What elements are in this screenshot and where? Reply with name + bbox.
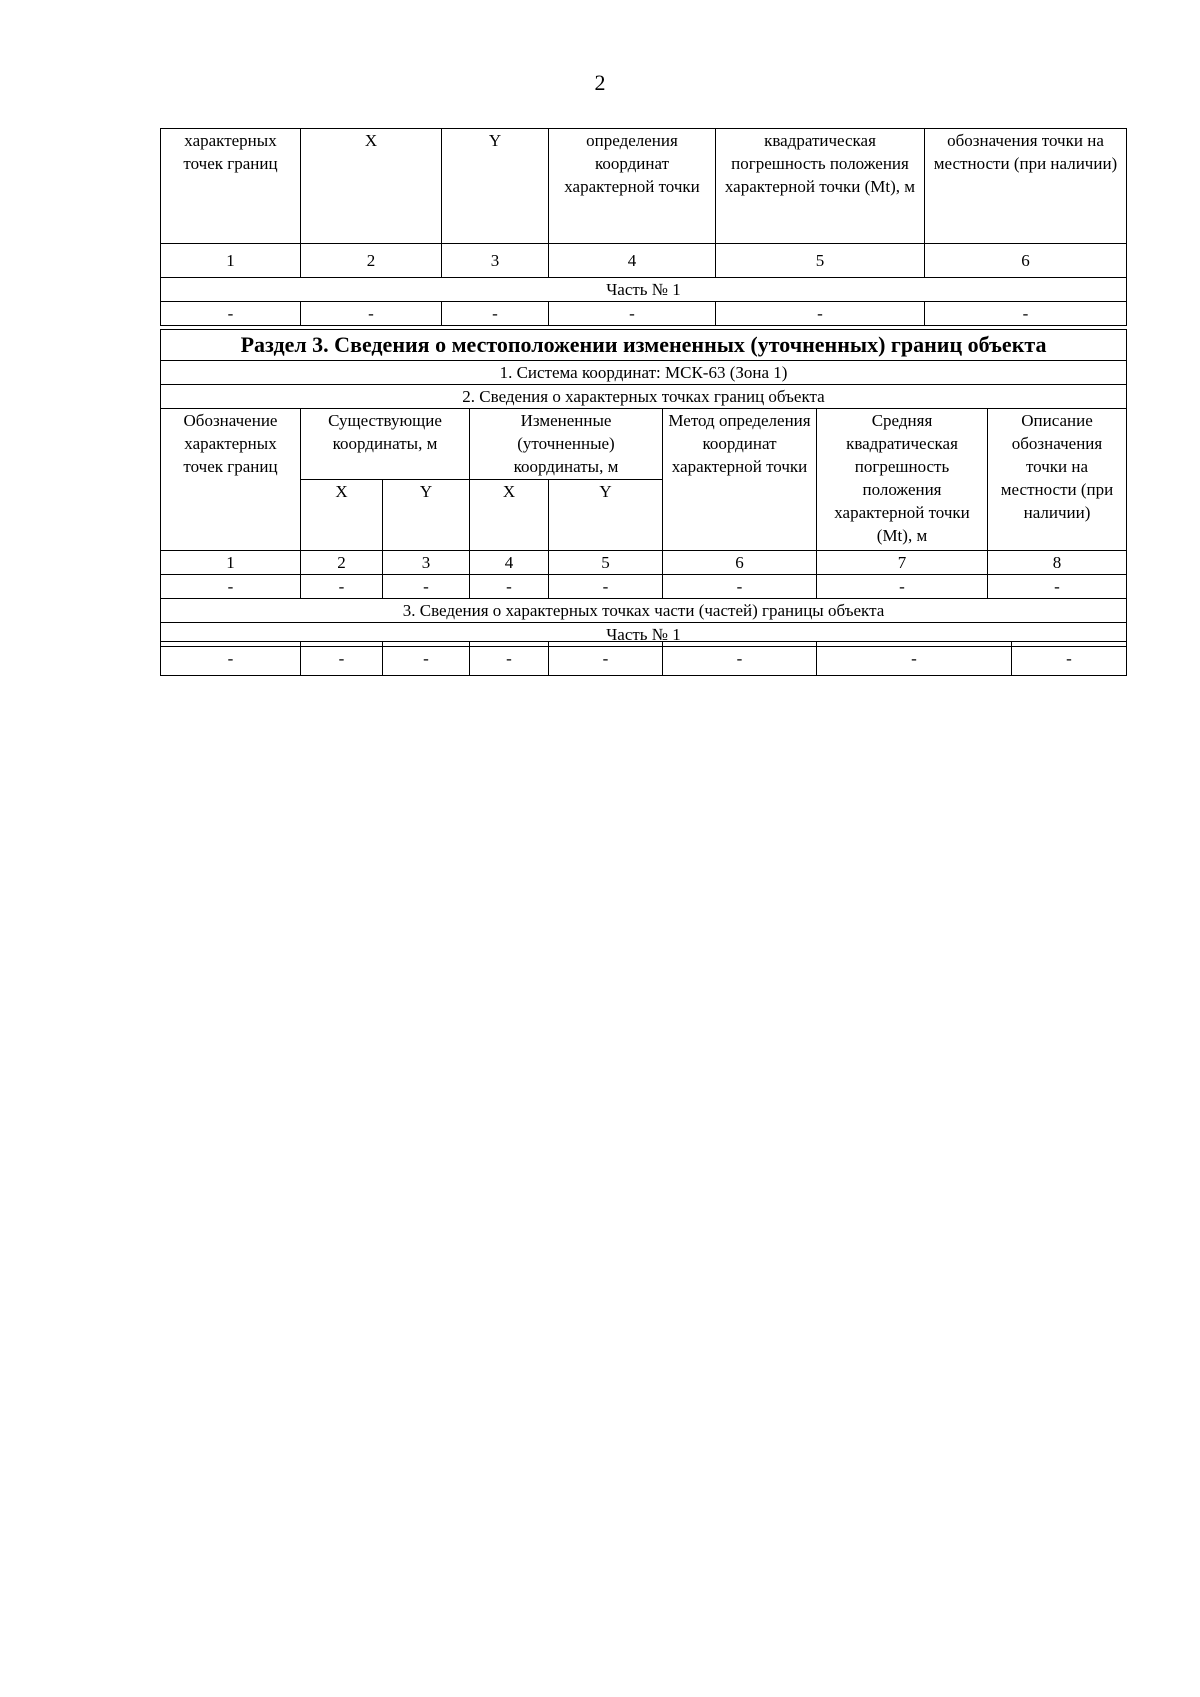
- column-number: 2: [301, 551, 383, 575]
- points-table-section3: [160, 329, 1127, 647]
- header-method: Метод определения координат характерной точки: [663, 409, 817, 551]
- column-number: 6: [925, 244, 1127, 278]
- table-cell: -: [925, 302, 1127, 326]
- column-number: 8: [988, 551, 1127, 575]
- table-cell: -: [383, 642, 470, 676]
- column-number: 7: [817, 551, 988, 575]
- parts-heading: 3. Сведения о характерных точках части (частей) границы объекта: [161, 599, 1127, 623]
- column-number: 5: [716, 244, 925, 278]
- coord-system-row: [161, 361, 1127, 385]
- table-cell: -: [383, 575, 470, 599]
- points-table-section2: [160, 128, 1127, 326]
- header-error: Средняя квадратическая погрешность положения характерной точки (Mt), м: [817, 409, 988, 551]
- column-number: 6: [663, 551, 817, 575]
- column-number: 3: [442, 244, 549, 278]
- table-cell: -: [161, 575, 301, 599]
- header-cell: обозначения точки на местности (при наличии): [925, 129, 1127, 244]
- column-number-row: [161, 244, 1127, 278]
- table-cell: -: [470, 642, 549, 676]
- header-description: Описание обозначения точки на местности (при наличии): [988, 409, 1127, 551]
- points-heading: 2. Сведения о характерных точках границ объекта: [161, 385, 1127, 409]
- table-cell: -: [663, 575, 817, 599]
- table-header-row: [161, 409, 1127, 480]
- table-cell: -: [161, 302, 301, 326]
- table-cell: -: [549, 302, 716, 326]
- table-cell: -: [549, 642, 663, 676]
- part-points-table: [160, 641, 1127, 676]
- table-row: [161, 642, 1127, 676]
- column-number: 1: [161, 244, 301, 278]
- header-existing: Существующие координаты, м: [301, 409, 470, 480]
- header-cell: квадратическая погрешность положения характерной точки (Mt), м: [716, 129, 925, 244]
- table-row: [161, 302, 1127, 326]
- header-designation: Обозначение характерных точек границ: [161, 409, 301, 551]
- column-number: 1: [161, 551, 301, 575]
- header-changed: Измененные (уточненные) координаты, м: [470, 409, 663, 480]
- table-cell: -: [663, 642, 817, 676]
- points-heading-row: [161, 385, 1127, 409]
- part-label: Часть № 1: [161, 623, 1127, 647]
- table-cell: -: [549, 575, 663, 599]
- table-cell: -: [988, 575, 1127, 599]
- parts-heading-row: [161, 599, 1127, 623]
- coord-system: 1. Система координат: МСК-63 (Зона 1): [161, 361, 1127, 385]
- column-number: 4: [549, 244, 716, 278]
- table-cell: -: [1012, 642, 1127, 676]
- header-cell: Y: [442, 129, 549, 244]
- table-cell: -: [470, 575, 549, 599]
- table-cell: -: [301, 302, 442, 326]
- section-title: Раздел 3. Сведения о местоположении измененных (уточненных) границ объекта: [161, 330, 1127, 361]
- part-label: Часть № 1: [161, 278, 1127, 302]
- table-cell: -: [161, 642, 301, 676]
- column-number: 3: [383, 551, 470, 575]
- header-y-changed: Y: [549, 480, 663, 551]
- table-cell: -: [817, 642, 1012, 676]
- table-cell: -: [301, 575, 383, 599]
- header-y-existing: Y: [383, 480, 470, 551]
- section-title-row: [161, 330, 1127, 361]
- header-cell: определения координат характерной точки: [549, 129, 716, 244]
- table-cell: -: [442, 302, 549, 326]
- table-cell: -: [817, 575, 988, 599]
- table-row: [161, 575, 1127, 599]
- header-x-changed: X: [470, 480, 549, 551]
- table-cell: -: [301, 642, 383, 676]
- page-number: 2: [594, 70, 606, 95]
- header-x-existing: X: [301, 480, 383, 551]
- table-cell: -: [716, 302, 925, 326]
- header-cell: X: [301, 129, 442, 244]
- header-cell: характерных точек границ: [161, 129, 301, 244]
- part-row: [161, 278, 1127, 302]
- column-number: 4: [470, 551, 549, 575]
- column-number: 5: [549, 551, 663, 575]
- column-number-row: [161, 551, 1127, 575]
- column-number: 2: [301, 244, 442, 278]
- table-header-row: [161, 129, 1127, 244]
